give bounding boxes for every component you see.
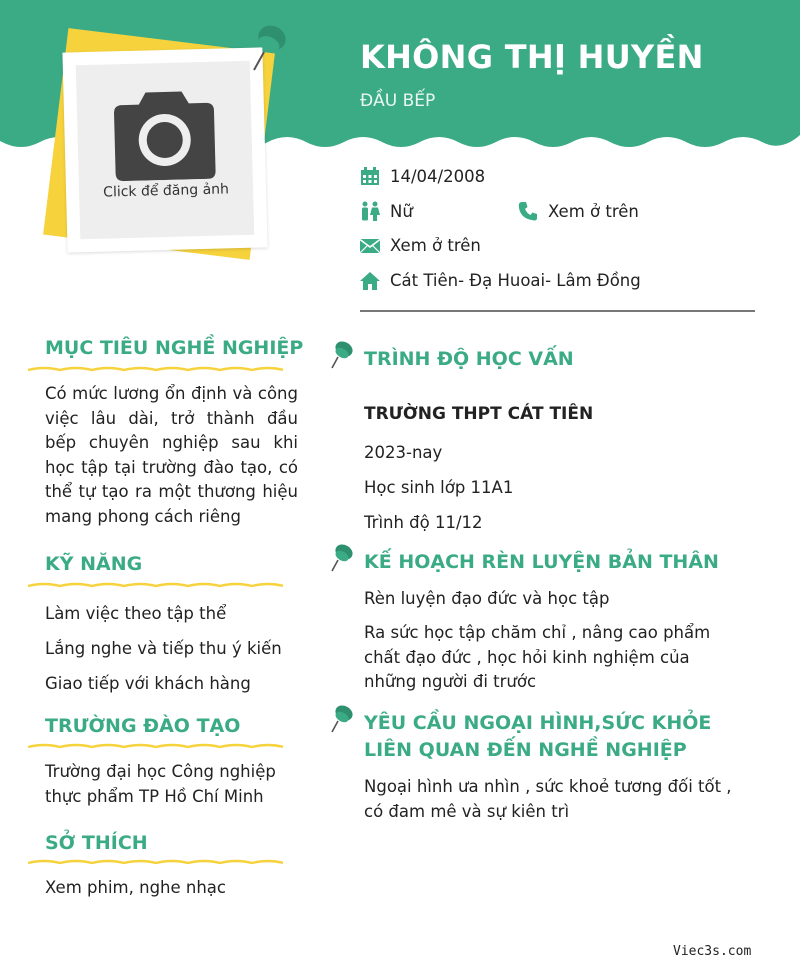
- objective-heading: MỤC TIÊU NGHỀ NGHIỆP: [45, 337, 304, 359]
- info-phone: [518, 201, 639, 221]
- photo-frame: [62, 47, 267, 252]
- info-address: [360, 271, 641, 290]
- dob-value: 14/04/2008: [390, 167, 486, 186]
- email-value: Xem ở trên: [390, 236, 481, 255]
- skill-item: Lắng nghe và tiếp thu ý kiến: [45, 639, 282, 658]
- gender-icon: [360, 201, 380, 221]
- info-dob: [360, 167, 485, 186]
- info-gender: [360, 201, 413, 221]
- info-email: [360, 236, 481, 255]
- training-heading: TRƯỜNG ĐÀO TẠO: [45, 715, 241, 737]
- objective-text: Có mức lương ổn định và công việc lâu dài, trở thành đầu bếp chuyên nghiệp sau khi học tập tại trường đào tạo, có thể tự tạo ra một thương hiệu mang phong cách riêng: [45, 384, 298, 526]
- heading-underline: [28, 581, 283, 591]
- education-class: Học sinh lớp 11A1: [364, 478, 514, 497]
- pushpin-icon: [329, 543, 355, 573]
- address-value: Cát Tiên- Đạ Huoai- Lâm Đồng: [390, 271, 641, 290]
- pushpin-icon: [248, 22, 290, 74]
- plan-line-1: Rèn luyện đạo đức và học tập: [364, 589, 610, 608]
- info-divider: [360, 310, 755, 312]
- calendar-icon: [360, 167, 380, 186]
- requirements-heading: YÊU CẦU NGOẠI HÌNH,SỨC KHỎE LIÊN QUAN ĐẾN NGHỀ NGHIỆP: [364, 712, 712, 761]
- hobbies-heading: SỞ THÍCH: [45, 832, 148, 854]
- gender-value: Nữ: [390, 201, 413, 221]
- school-name: TRƯỜNG THPT CÁT TIÊN: [364, 404, 594, 424]
- pushpin-icon: [329, 340, 355, 370]
- hobbies-text: Xem phim, nghe nhạc: [45, 878, 226, 897]
- heading-underline: [28, 365, 283, 375]
- pushpin-icon: [329, 704, 355, 734]
- skill-item: Làm việc theo tập thể: [45, 604, 227, 623]
- home-icon: [360, 272, 380, 290]
- phone-value: Xem ở trên: [548, 201, 639, 221]
- camera-icon: [111, 87, 217, 182]
- job-title: ĐẦU BẾP: [360, 91, 436, 111]
- plan-heading: KẾ HOẠCH RÈN LUYỆN BẢN THÂN: [364, 551, 719, 573]
- photo-upload-label: Click để đăng ảnh: [102, 181, 230, 201]
- candidate-name: KHÔNG THỊ HUYỀN: [360, 38, 704, 76]
- phone-icon: [518, 201, 538, 221]
- requirements-text: Ngoại hình ưa nhìn , sức khoẻ tương đối tốt , có đam mê và sự kiên trì: [364, 777, 732, 821]
- upload-photo-button[interactable]: [76, 61, 254, 239]
- education-period: 2023-nay: [364, 443, 443, 462]
- skills-heading: KỸ NĂNG: [45, 553, 143, 575]
- education-level: Trình độ 11/12: [364, 513, 483, 532]
- heading-underline: [28, 742, 283, 752]
- footer-brand: Viec3s.com: [673, 944, 752, 959]
- training-text: Trường đại học Công nghiệp thực phẩm TP Hồ Chí Minh: [45, 762, 276, 806]
- skill-item: Giao tiếp với khách hàng: [45, 674, 251, 693]
- heading-underline: [28, 858, 283, 868]
- plan-line-2: Ra sức học tập chăm chỉ , nâng cao phẩm chất đạo đức , học hỏi kinh nghiệm của những người đi trước: [364, 623, 711, 692]
- education-heading: TRÌNH ĐỘ HỌC VẤN: [364, 348, 574, 370]
- envelope-icon: [360, 238, 380, 254]
